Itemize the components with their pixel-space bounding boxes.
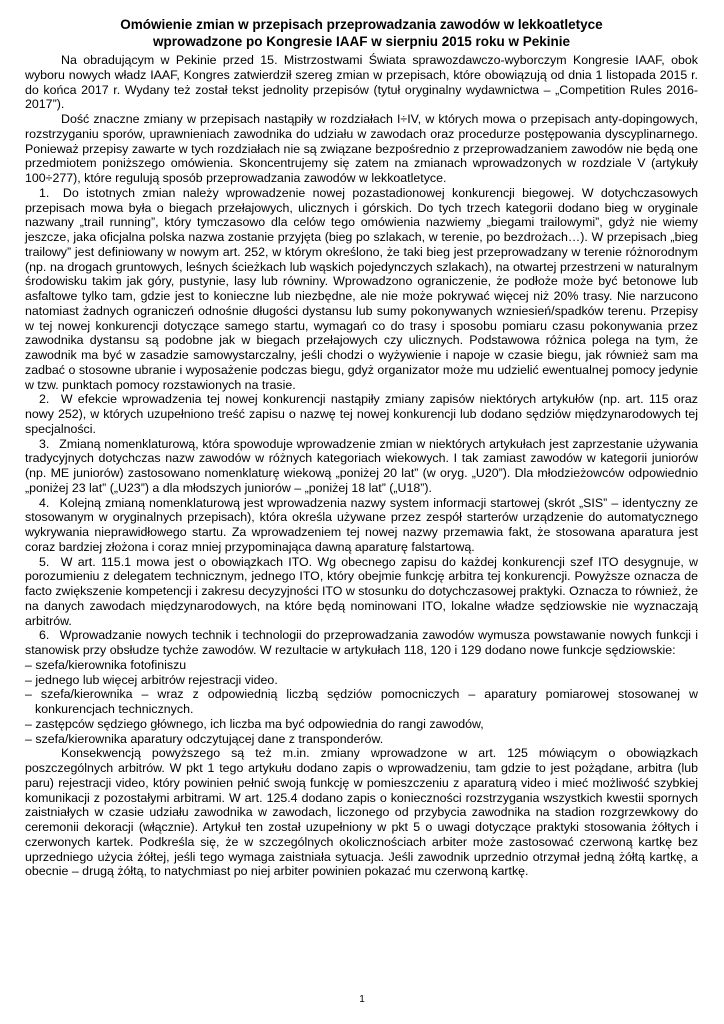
page-number: 1 [359, 994, 365, 1005]
dash-list-item: – zastępców sędziego głównego, ich liczba ma być odpowiednia do rangi zawodów, [25, 716, 484, 731]
numbered-paragraph: 3. Zmianą nomenklaturową, która spowoduje wprowadzenie zmian w niektórych artykułach jest zaprzestanie używania tradycyjnych dotychczas nazw zawodów w różnych kategoriach wiekowych. I tak zamiast zawodów w kategorii juniorów (np. ME juniorów) zastosowano nomenklaturę wiekową „poniżej 20 lat” (w oryg. „U20”). Dla młodzieżowców odpowiednio „poniżej 23 lat” („U23”) a dla młodszych juniorów – „poniżej 18 lat” („U18”). [25, 436, 698, 495]
title-line-1: Omówienie zmian w przepisach przeprowadzania zawodów w lekkoatletyce [120, 17, 603, 32]
numbered-paragraph: 6. Wprowadzanie nowych technik i technologii do przeprowadzania zawodów wymusza powstawanie nowych funkcji i stanowisk przy obsłudze tychże zawodów. W rezultacie w artykułach 118, 120 i 129 dodano nowe funkcje sędziowskie: [25, 628, 698, 657]
dash-list-item: – szefa/kierownika fotofiniszu [25, 657, 187, 672]
title-line-2: wprowadzone po Kongresie IAAF w sierpniu 2015 roku w Pekinie [152, 34, 571, 49]
numbered-paragraph: 5. W art. 115.1 mowa jest o obowiązkach ITO. Wg obecnego zapisu do każdej konkurencji szef ITO desygnuje, w porozumieniu z delegatem technicznym, jednego ITO, który obejmie funkcję arbitra tej konkurencji. Powyższe oznacza de facto zwiększenie kompetencji i zakresu decyzyjności ITO w stosunku do dotychczasowej praktyki. Oznacza to również, że na danych zawodach międzynarodowych, na które będą nominowani ITO, lokalne władze sędziowskie nie wyznaczają arbitrów. [25, 554, 698, 628]
document-title [25, 16, 698, 50]
dash-list-item: – szefa/kierownika aparatury odczytującej dane z transponderów. [25, 731, 384, 746]
dash-list-item: – jednego lub więcej arbitrów rejestracji video. [25, 672, 278, 687]
closing-paragraph: Konsekwencją powyższego są też m.in. zmiany wprowadzone w art. 125 mówiącym o obowiązkach poszczególnych arbitrów. W pkt 1 tego artykułu dodano zapis o wprowadzeniu, tam gdzie to jest pożądane, arbitra (lub paru) rejestracji video, który powinien pełnić swoją funkcję w pomieszczeniu z aparaturą video i mieć możliwość szybkiej komunikacji z pozostałymi arbitrami. W art. 125.4 dodano zapis o konieczności rozstrzygania wszystkich kwestii spornych zaistniałych w czasie udziału zawodnika w zawodach, liczonego od przybycia zawodnika na stadion rozgrzewkowy do ceremonii dekoracji (włącznie). Artykuł ten został uzupełniony w pkt 5 o uwagi dotyczące praktyki stosowania żółtych i czerwonych kartek. Podkreśla się, że w szczególnych okolicznościach arbiter może zastosować czerwoną kartkę bez uprzedniego użycia żółtej, jeśli tego wymaga zaistniała sytuacja. Jeśli zawodnik uprzednio otrzymał jedną żółtą kartkę, a obecnie – drugą żółtą, to natychmiast po niej arbiter powinien pokazać mu czerwoną kartkę. [25, 746, 698, 879]
numbered-paragraph: 1. Do istotnych zmian należy wprowadzenie nowej pozastadionowej konkurencji biegowej. W dotychczasowych przepisach mowa była o biegach przełajowych, ulicznych i górskich. Do tych trzech kategorii dodano bieg w oryginale nazwany „trail running”, który tymczasowo dla celów tego omówienia nazwiemy „biegami trailowymi”, gdyż nie wiemy jeszcze, jaka oficjalna polska nazwa zostanie przyjęta (bieg po szlakach, w terenie, po bezdrożach…). W przepisach „bieg trailowy” jest definiowany w nowym art. 252, w którym określono, że taki bieg jest przeprowadzany w terenie różnorodnym (np. na drogach gruntowych, leśnych ścieżkach lub wąskich pojedynczych szlakach), na otwartej przestrzeni w naturalnym środowisku takim jak góry, pustynie, lasy lub równiny. Wprowadzono ograniczenie, że podłoże może być betonowe lub asfaltowe tylko tam, gdzie jest to konieczne lub niezbędne, ale nie może pokrywać więcej niż 20% trasy. Nie narzucono natomiast żadnych ograniczeń odnośnie długości dystansu lub sumy pokonywanych wzniesień/spadków terenu. Przepisy w tej nowej konkurencji dotyczące samego startu, wymagań co do trasy i sposobu pomiaru czasu pokonywania przez zawodnika dystansu są podobne jak w biegach przełajowych czy ulicznych. Podstawowa różnica polega na tym, że zawodnik ma być w zasadzie samowystarczalny, jeśli chodzi o wyżywienie i napoje w czasie biegu, jak również sam ma zadbać o stosowne ubranie i wyposażenie podczas biegu, gdyż organizator może mu udzielić ewentualnej pomocy jedynie w tzw. punktach pomocy rozstawionych na trasie. [25, 185, 698, 392]
document-body [25, 53, 698, 879]
dash-list-item: – szefa/kierownika – wraz z odpowiednią liczbą sędziów pomocniczych – aparatury pomiarowej stosowanej w konkurencjach technicznych. [25, 687, 698, 716]
intro-paragraph: Dość znaczne zmiany w przepisach nastąpiły w rozdziałach I÷IV, w których mowa o przepisach anty-dopingowych, rozstrzyganiu sporów, uprawnieniach zawodnika do udziału w zawodach oraz procedurze postępowania dyscyplinarnego. Ponieważ przepisy zawarte w tych rozdziałach nie są związane bezpośrednio z przeprowadzaniem zawodów nie będą one przedmiotem poniższego omówienia. Skoncentrujemy się zatem na zmianach wprowadzonych w rozdziale V (artykuły 100÷277), które regulują sposób przeprowadzania zawodów w lekkoatletyce. [25, 112, 698, 185]
intro-paragraph: Na obradującym w Pekinie przed 15. Mistrzostwami Świata sprawozdawczo-wyborczym Kongresie IAAF, obok wyboru nowych władz IAAF, Kongres zatwierdził szereg zmian w przepisach, które obowiązują od dnia 1 listopada 2015 r. do końca 2017 r. Wydany też został tekst jednolity przepisów (tytuł oryginalny wydawnictwa – „Competition Rules 2016-2017”). [25, 53, 698, 112]
numbered-paragraph: 2. W efekcie wprowadzenia tej nowej konkurencji nastąpiły zmiany zapisów niektórych artykułów (np. art. 115 oraz nowy 252), w których uzupełniono treść zapisu o nazwę tej nowej konkurencji lub dodano sędziów międzynarodowych tej specjalności. [25, 392, 698, 436]
numbered-paragraph: 4. Kolejną zmianą nomenklaturową jest wprowadzenia nazwy system informacji startowej (skrót „SIS” – identyczny ze stosowanym w oryginalnych przepisach), która określa używane przez zespół starterów urządzenie do automatycznego wykrywania nieprawidłowego startu. Za wprowadzeniem tej nowej nazwy przemawia fakt, że stosowana aparatura jest coraz bardziej złożona i coraz mniej przypominająca dawną aparaturę falstartową. [25, 495, 698, 554]
